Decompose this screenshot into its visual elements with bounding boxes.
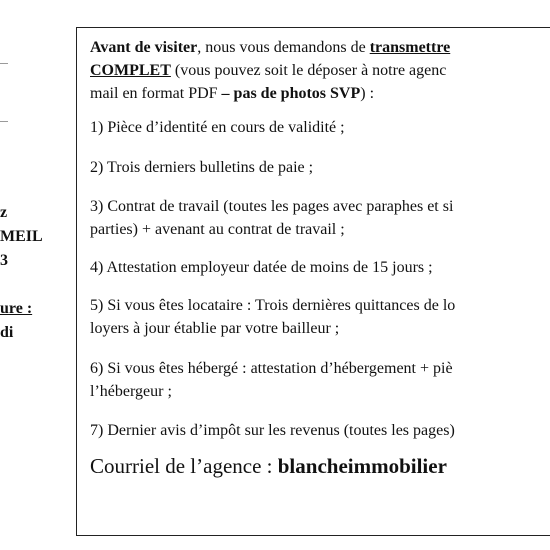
requirement-text: 3) Contrat de travail (toutes les pages avec paraphes et si [90, 198, 454, 215]
requirement-text: 2) Trois derniers bulletins de paie ; [90, 159, 314, 176]
requirement-item [90, 294, 550, 340]
requirement-text: l’hébergeur ; [90, 383, 172, 400]
intro-paragraph [90, 36, 550, 105]
intro-emphasis: transmettre [369, 39, 451, 56]
intro-text: , nous vous demandons de [197, 39, 370, 56]
intro-text: ) : [360, 85, 375, 102]
requirement-text: 7) Dernier avis d’impôt sur les revenus (toutes les pages) [90, 422, 455, 439]
intro-emphasis: – pas de photos SVP [221, 85, 361, 102]
intro-text: mail en format PDF [90, 85, 222, 102]
left-text-fragment: z [0, 204, 8, 221]
left-text-fragment: ure : [0, 300, 33, 317]
left-text-fragment: MEIL [0, 228, 43, 245]
requirement-item [90, 357, 550, 403]
requirement-item [90, 419, 550, 442]
requirement-item [90, 256, 550, 279]
left-text-fragment: 3 [0, 252, 8, 269]
intro-line [90, 36, 550, 59]
requirement-item [90, 195, 550, 241]
requirement-text: 1) Pièce d’identité en cours de validité ; [90, 119, 345, 136]
agency-contact [90, 452, 550, 480]
requirement-text: 6) Si vous êtes hébergé : attestation d’hébergement + piè [90, 360, 453, 377]
documents-notice-box [76, 27, 550, 536]
left-divider [0, 121, 8, 122]
intro-line [90, 82, 550, 105]
left-cropped-column [0, 0, 70, 550]
intro-line [90, 59, 550, 82]
left-text-fragment: di [0, 324, 14, 341]
requirement-text: loyers à jour établie par votre bailleur ; [90, 320, 340, 337]
intro-text: (vous pouvez soit le déposer à notre agenc [170, 62, 447, 79]
requirement-text: 5) Si vous êtes locataire : Trois dernières quittances de lo [90, 297, 456, 314]
requirement-item [90, 156, 550, 179]
intro-lead: Avant de visiter [90, 39, 198, 56]
requirement-item [90, 116, 550, 139]
contact-label: Courriel de l’agence : [90, 454, 278, 478]
requirement-text: parties) + avenant au contrat de travail ; [90, 221, 345, 238]
intro-emphasis: COMPLET [90, 62, 171, 79]
left-divider [0, 63, 8, 64]
agency-email[interactable]: blancheimmobilier [277, 454, 447, 478]
notice-content [90, 36, 550, 480]
requirement-text: 4) Attestation employeur datée de moins de 15 jours ; [90, 259, 433, 276]
